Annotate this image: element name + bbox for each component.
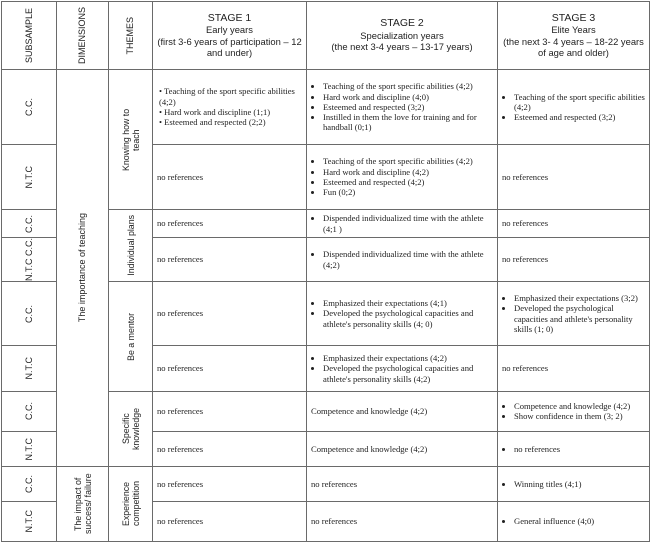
stage2-cell: • Dispended individualized time with the athlete (4;2) [307,238,498,282]
theme-cell: Experience competition [109,467,153,542]
stage2-cell: Competence and knowledge (4;2) [307,431,498,466]
subsample-cell: C.C. [2,467,57,502]
stage2-cell: no references [307,502,498,542]
stage1-cell: • Teaching of the sport specific abilities (4;2) • Hard work and discipline (1;1) • Esteemed and respected (2;2) [153,70,307,145]
stage1-cell: no references [153,282,307,346]
stage3-cell: • no references [498,431,650,466]
stage3-cell: • Winning titles (4;1) [498,467,650,502]
stage1-cell: no references [153,392,307,432]
subsample-header: SUBSAMPLE [2,2,57,70]
stage3-cell: • Competence and knowledge (4;2) • Show confidence in them (3; 2) [498,392,650,432]
subsample-cell: N.T.C [2,145,57,210]
header-row [2,2,650,70]
stage3-cell: no references [498,145,650,210]
table-row [2,467,650,502]
theme-cell: Individual plans [109,210,153,282]
stage1-cell: no references [153,502,307,542]
stage2-cell: • Teaching of the sport specific abilities (4;2) • Hard work and discipline (4;2) • Esteemed and respected (4;2) • Fun (0;2) [307,145,498,210]
theme-cell: Knowing how to teach [109,70,153,210]
stage1-cell: no references [153,467,307,502]
subsample-cell: C.C. [2,70,57,145]
stage1-cell: no references [153,238,307,282]
stage2-cell: • Dispended individualized time with the athlete (4;1 ) [307,210,498,238]
dimension-cell-impact: The impact of success/ failure [57,467,109,542]
theme-cell: Specific knowledge [109,392,153,467]
stage3-header: STAGE 3 Elite Years (the next 3- 4 years – 18-22 years of age and older) [498,2,650,70]
subsample-cell: N.T.C [2,346,57,392]
table-row [2,70,650,145]
themes-header: THEMES [109,2,153,70]
stage3-cell: • General influence (4;0) [498,502,650,542]
subsample-cell: C.C. [2,282,57,346]
stage1-cell: no references [153,346,307,392]
subsample-cell: C.C. [2,210,57,238]
stage2-cell: • Emphasized their expectations (4;2) • Developed the psychological capacities and athlete's personality skills (4;2) [307,346,498,392]
dimension-cell: The importance of teaching [57,70,109,467]
stage1-cell: no references [153,210,307,238]
stage1-header: STAGE 1 Early years (first 3-6 years of participation – 12 and under) [153,2,307,70]
stage1-cell: no references [153,431,307,466]
stage1-cell: no references [153,145,307,210]
dimensions-header: DIMENSIONS [57,2,109,70]
results-table [1,1,650,542]
stage3-cell: • Teaching of the sport specific abilities (4;2) • Esteemed and respected (3;2) [498,70,650,145]
subsample-cell: C.C. [2,392,57,432]
stage3-cell: no references [498,346,650,392]
stage3-cell: • Emphasized their expectations (3;2) • Developed the psychological capacities and athlete's personality skills (1; 0) [498,282,650,346]
theme-cell: Be a mentor [109,282,153,392]
stage2-cell: Competence and knowledge (4;2) [307,392,498,432]
stage2-cell: no references [307,467,498,502]
subsample-cell: N.T.C [2,502,57,542]
stage2-cell: • Teaching of the sport specific abilities (4;2) • Hard work and discipline (4;0) • Esteemed and respected (3;2) • Instilled in them the love for training and for handball (0;1) [307,70,498,145]
stage3-cell: no references [498,210,650,238]
stage2-cell: • Emphasized their expectations (4;1) • Developed the psychological capacities and athlete's personality skills (4; 0) [307,282,498,346]
stage3-cell: no references [498,238,650,282]
subsample-cell: N.T.C [2,431,57,466]
stage2-header: STAGE 2 Specialization years (the next 3-4 years – 13-17 years) [307,2,498,70]
subsample-cell: N.T.C C.C. [2,238,57,282]
